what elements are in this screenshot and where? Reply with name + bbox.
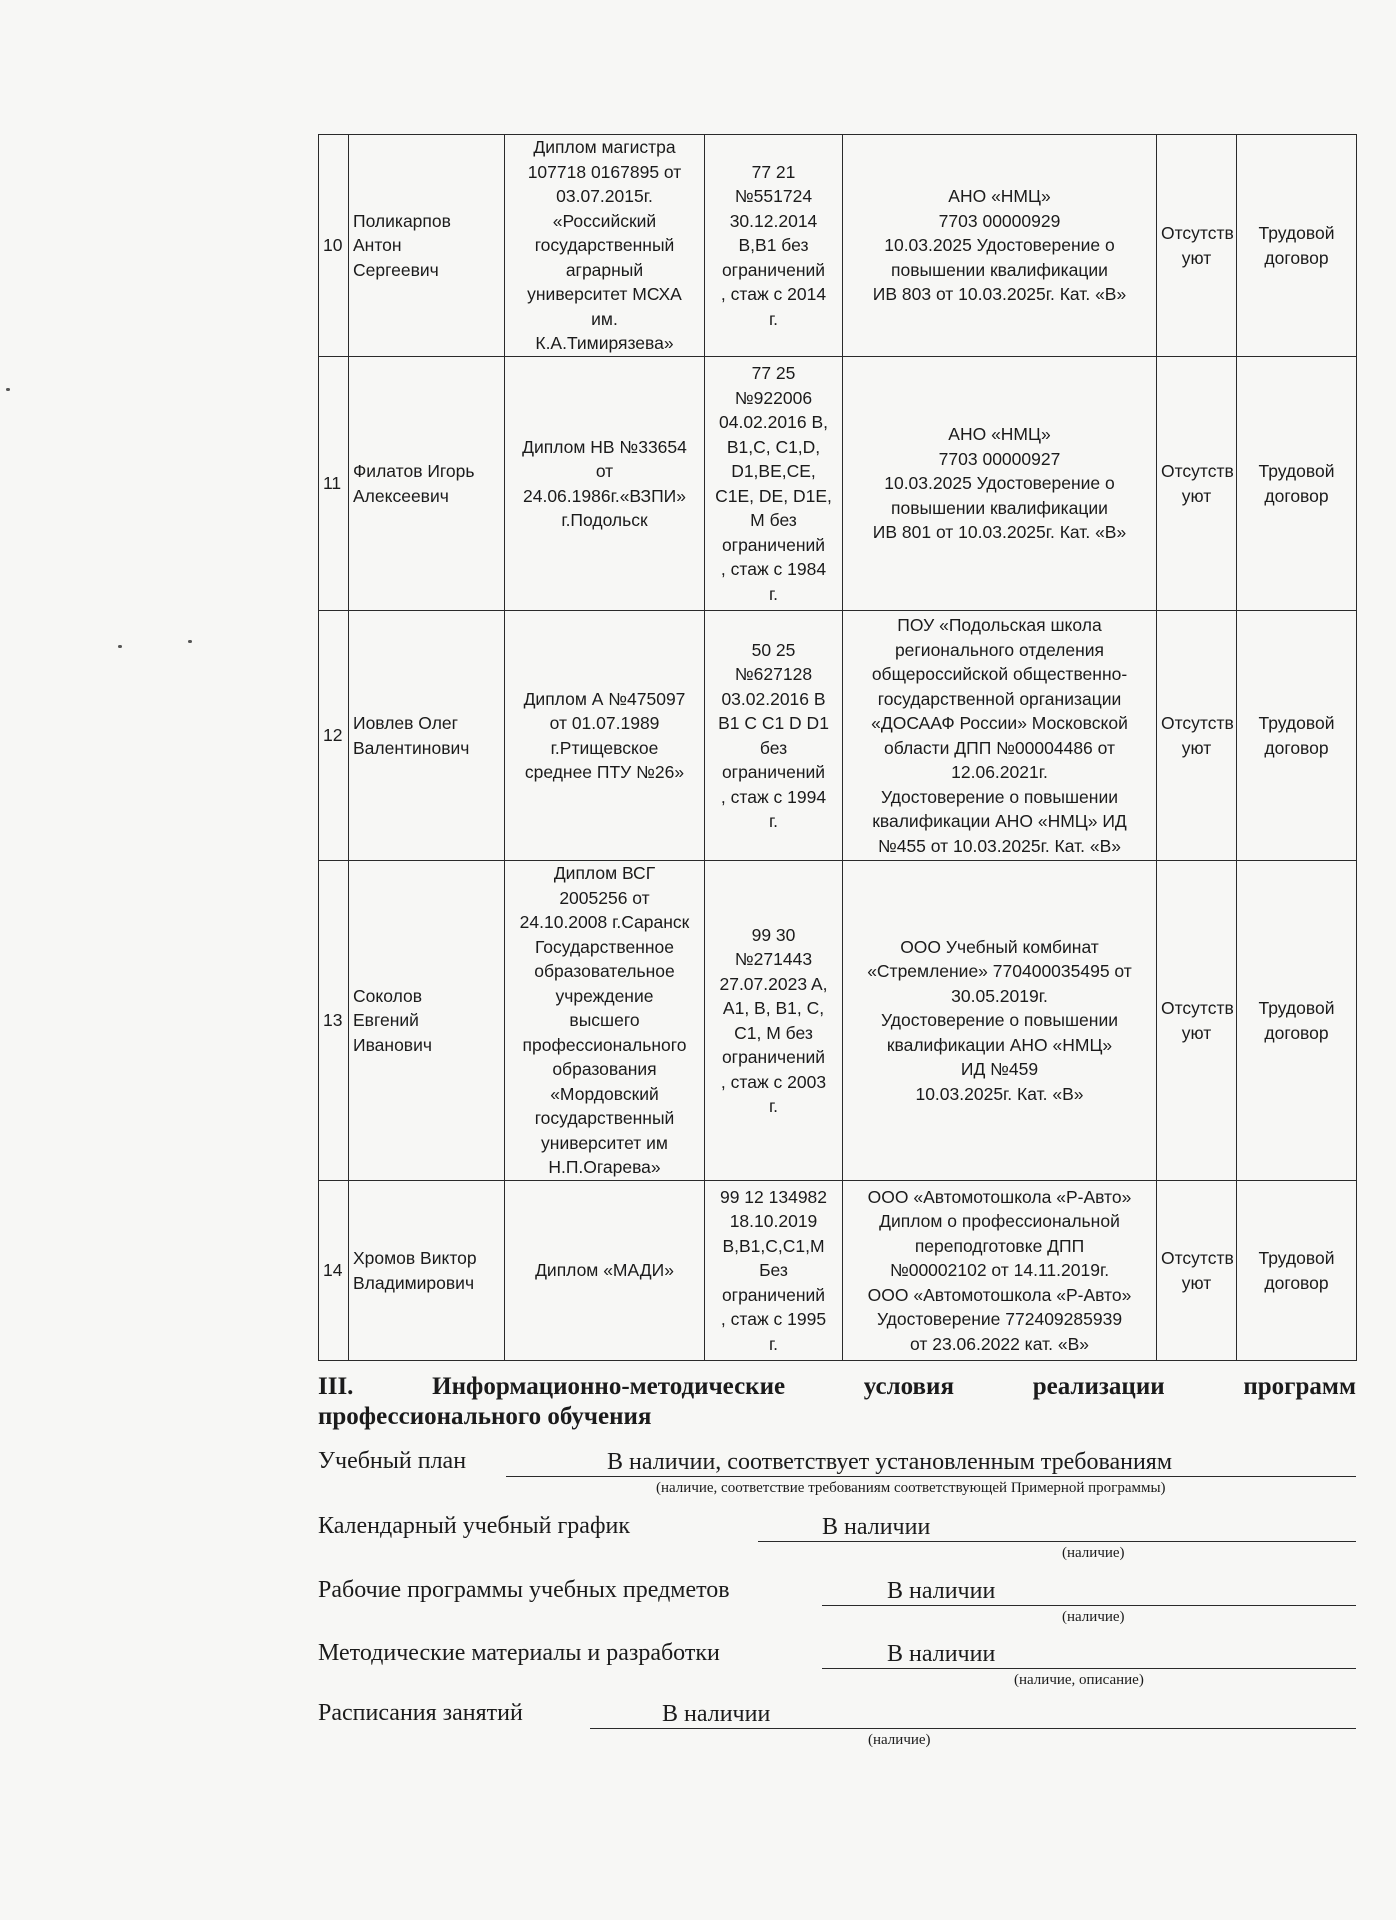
row-number: 11: [319, 357, 349, 611]
field-value-line: [506, 1448, 1356, 1477]
table-row: [319, 135, 1357, 357]
driver-license: 99 30 №271443 27.07.2023 A, A1, B, B1, C, C1, M без ограничений , стаж с 2003 г.: [705, 861, 843, 1181]
field-hint: (наличие, описание): [1014, 1672, 1144, 1688]
scan-speck: [188, 640, 192, 643]
penalties-status: Отсутств уют: [1157, 861, 1237, 1181]
field-hint: (наличие): [868, 1732, 931, 1748]
education-document: Диплом «МАДИ»: [505, 1181, 705, 1361]
field-value: В наличии: [887, 1578, 996, 1604]
field-hint: (наличие, соответствие требованиям соответствующей Примерной программы): [656, 1480, 1166, 1496]
section-heading: III. Информационно-методические условия реализации программ: [318, 1373, 1356, 1400]
qualification-certificate: АНО «НМЦ» 7703 00000927 10.03.2025 Удостоверение о повышении квалификации ИВ 801 от 10.03.2025г. Кат. «В»: [843, 357, 1157, 611]
driver-license: 77 21 №551724 30.12.2014 B,B1 без ограничений , стаж с 2014 г.: [705, 135, 843, 357]
field-value: В наличии: [662, 1701, 771, 1727]
row-number: 13: [319, 861, 349, 1181]
field-value: В наличии, соответствует установленным требованиям: [607, 1449, 1173, 1475]
employment-basis: Трудовой договор: [1237, 135, 1357, 357]
field-label: Расписания занятий: [318, 1700, 523, 1726]
scan-speck: [118, 645, 122, 648]
row-number: 14: [319, 1181, 349, 1361]
qualification-certificate: ООО Учебный комбинат «Стремление» 770400035495 от 30.05.2019г. Удостоверение о повышении квалификации АНО «НМЦ» ИД №459 10.03.2025г. Кат. «В»: [843, 861, 1157, 1181]
education-document: Диплом ВСГ 2005256 от 24.10.2008 г.Саранск Государственное образовательное учреждение высшего профессионального образования «Мордовский государственный университет им Н.П.Огарева»: [505, 861, 705, 1181]
teacher-name: Иовлев Олег Валентинович: [349, 611, 505, 861]
curriculum-field: [318, 1446, 1356, 1516]
driver-license: 99 12 134982 18.10.2019 B,B1,C,C1,M Без ограничений , стаж с 1995 г.: [705, 1181, 843, 1361]
table-row: [319, 611, 1357, 861]
row-number: 12: [319, 611, 349, 861]
staff-table: [318, 134, 1357, 1361]
table-row: [319, 861, 1357, 1181]
field-hint: (наличие): [1062, 1545, 1125, 1561]
table-row: [319, 1181, 1357, 1361]
teacher-name: Филатов Игорь Алексеевич: [349, 357, 505, 611]
field-label: Рабочие программы учебных предметов: [318, 1577, 730, 1603]
driver-license: 50 25 №627128 03.02.2016 B B1 C C1 D D1 без ограничений , стаж с 1994 г.: [705, 611, 843, 861]
education-document: Диплом НВ №33654 от 24.06.1986г.«ВЗПИ» г.Подольск: [505, 357, 705, 611]
work-programs-field: [318, 1575, 1356, 1645]
field-value-line: [822, 1640, 1356, 1669]
field-hint: (наличие): [1062, 1609, 1125, 1625]
penalties-status: Отсутств уют: [1157, 135, 1237, 357]
teacher-name: Поликарпов Антон Сергеевич: [349, 135, 505, 357]
field-value-line: [758, 1513, 1356, 1542]
field-label: Учебный план: [318, 1448, 467, 1474]
table-row: [319, 357, 1357, 611]
driver-license: 77 25 №922006 04.02.2016 B, B1,C, C1,D, D1,BE,CE, C1E, DE, D1E, M без ограничений , стаж с 1984 г.: [705, 357, 843, 611]
field-label: Календарный учебный график: [318, 1513, 630, 1539]
field-value-line: [590, 1700, 1356, 1729]
teacher-name: Хромов Виктор Владимирович: [349, 1181, 505, 1361]
field-value: В наличии: [887, 1641, 996, 1667]
section-heading-continued: профессионального обучения: [318, 1403, 652, 1430]
qualification-certificate: АНО «НМЦ» 7703 00000929 10.03.2025 Удостоверение о повышении квалификации ИВ 803 от 10.03.2025г. Кат. «В»: [843, 135, 1157, 357]
field-label: Методические материалы и разработки: [318, 1640, 720, 1666]
scan-speck: [6, 388, 10, 391]
field-value-line: [822, 1577, 1356, 1606]
employment-basis: Трудовой договор: [1237, 357, 1357, 611]
qualification-certificate: ПОУ «Подольская школа регионального отделения общероссийской общественно- государственной организации «ДОСААФ России» Московской области ДПП №00004486 от 12.06.2021г. Удостоверение о повышении квалификации АНО «НМЦ» ИД №455 от 10.03.2025г. Кат. «В»: [843, 611, 1157, 861]
calendar-schedule-field: [318, 1511, 1356, 1581]
field-value: В наличии: [822, 1514, 931, 1540]
qualification-certificate: ООО «Автомотошкола «Р-Авто» Диплом о профессиональной переподготовке ДПП №00002102 от 14.11.2019г. ООО «Автомотошкола «Р-Авто» Удостоверение 772409285939 от 23.06.2022 кат. «В»: [843, 1181, 1157, 1361]
education-document: Диплом А №475097 от 01.07.1989 г.Ртищевское среднее ПТУ №26»: [505, 611, 705, 861]
penalties-status: Отсутств уют: [1157, 1181, 1237, 1361]
penalties-status: Отсутств уют: [1157, 611, 1237, 861]
employment-basis: Трудовой договор: [1237, 611, 1357, 861]
row-number: 10: [319, 135, 349, 357]
employment-basis: Трудовой договор: [1237, 1181, 1357, 1361]
class-schedule-field: [318, 1698, 1356, 1768]
teacher-name: Соколов Евгений Иванович: [349, 861, 505, 1181]
employment-basis: Трудовой договор: [1237, 861, 1357, 1181]
penalties-status: Отсутств уют: [1157, 357, 1237, 611]
education-document: Диплом магистра 107718 0167895 от 03.07.2015г. «Российский государственный аграрный университет МСХА им. К.А.Тимирязева»: [505, 135, 705, 357]
